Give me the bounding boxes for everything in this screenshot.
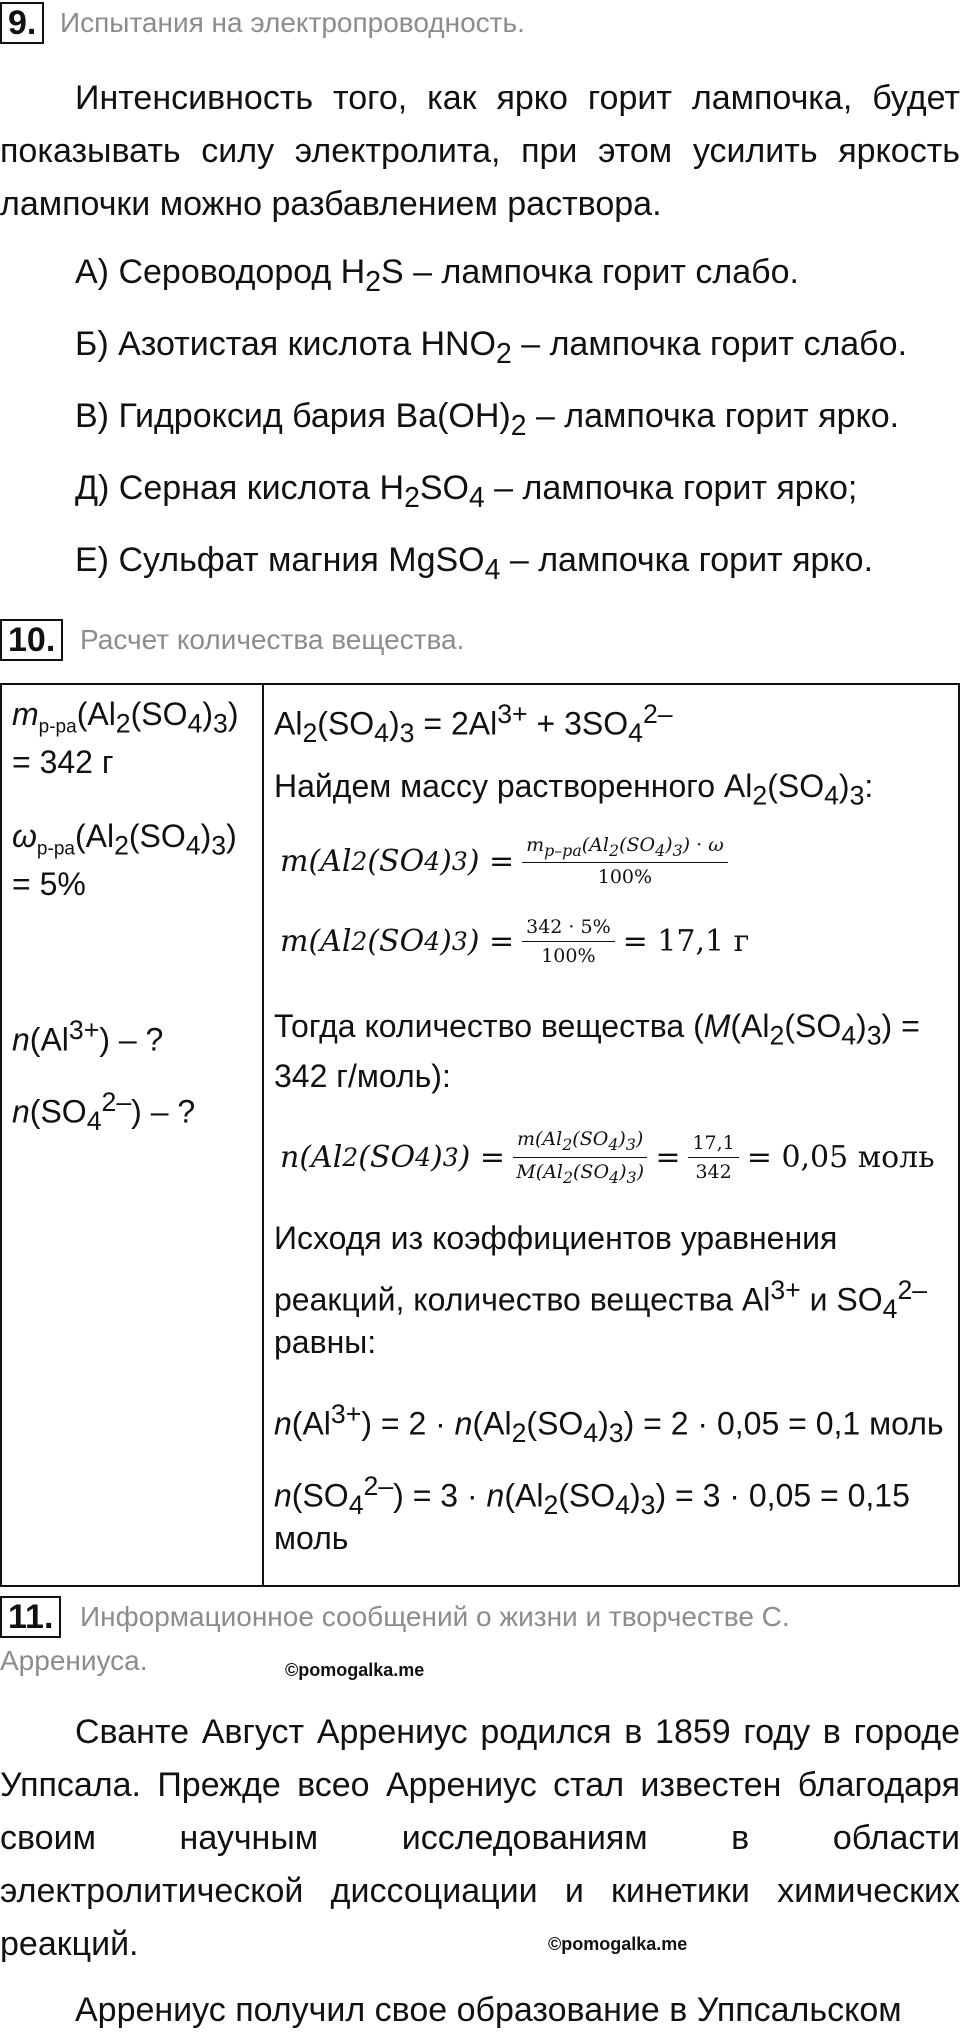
formula-amount: n(Al 2 (SO 4 ) 3 ) = $\frac{m(Al_2(SO_4)_3)}{M(Al_2(SO_4)_3)}$ = $\frac{17,1}{342}$ = 0,05 моль [280, 1127, 935, 1187]
coef-line-3: равны: [274, 1324, 377, 1360]
task11-paragraph-2: Аррениус получил свое образование в Уппсальском [75, 1991, 902, 2029]
task-title-10: Расчет количества вещества. [80, 624, 465, 655]
find-n-al: $n(Al^{3+})$ – ? [12, 1015, 164, 1058]
task9-item-e: Е) Сульфат магния MgSO$_4$ – лампочка горит ярко. [75, 541, 874, 586]
task-title-9: Испытания на электропроводность. [60, 7, 525, 38]
reaction-equation: $Al_2(SO_4)_3 = 2Al^{3+} + 3SO_4^{2-}$ [274, 699, 673, 749]
n-so4-result: $n(SO_4^{2-}) = 3 \cdot n(Al_2(SO_4)_3) = 3 \cdot 0,05 = 0,15$ [274, 1471, 910, 1521]
given-mass: $m_{р-ра}(Al_2(SO_4)_3)$ [12, 696, 239, 739]
find-mass-text: Найдем массу растворенного $Al_2(SO_4)_3$: [274, 768, 874, 811]
n-so4-unit: моль [274, 1520, 349, 1556]
given-omega-value: = 5% [12, 866, 86, 902]
given-omega: $\omega_{р-ра}(Al_2(SO_4)_3)$ [12, 818, 237, 861]
molar-mass-value: 342 г/моль): [274, 1058, 451, 1094]
task9-intro: Интенсивность того, как ярко горит лампочка, будет показывать силу электролита, при этом усилить яркость лампочки можно разбавлением раствора. [0, 79, 960, 223]
task-title-11-line2: Аррениуса. [0, 1645, 148, 1676]
table-divider [262, 683, 264, 1587]
given-mass-value: = 342 г [12, 744, 114, 780]
task11-paragraph-1: Сванте Август Аррениус родился в 1859 году в городе Уппсала. Прежде всео Аррениус стал известен благодаря своим научным исследованиям в области электролитической диссоциации и кинетики химических реакций. [0, 1713, 960, 1963]
formula-mass-calc: m(Al 2 (SO 4 ) 3 ) = $\frac{342 \cdot 5\%}{100\%}$ = 17,1 г [280, 915, 750, 967]
task9-item-c: В) Гидроксид бария $Ba(OH)_2$ – лампочка горит ярко. [75, 397, 900, 442]
coef-line-1: Исходя из коэффициентов уравнения [274, 1220, 838, 1256]
task-title-11-line1: Информационное сообщений о жизни и творчестве С. [80, 1601, 790, 1632]
watermark-1: ©pomogalka.me [285, 1660, 425, 1680]
task-number-10: 10. [0, 619, 63, 661]
n-al-result: $n(Al^{3+}) = 2 \cdot n(Al_2(SO_4)_3) = 2 \cdot 0,05 = 0,1$ моль [274, 1399, 944, 1449]
task9-item-a: А) Сероводород $H_2S$ – лампочка горит слабо. [75, 253, 799, 298]
task-number-9: 9. [0, 2, 44, 44]
watermark-2: ©pomogalka.me [548, 1934, 688, 1954]
task9-item-d: Д) Серная кислота $H_2SO_4$ – лампочка горит ярко; [75, 469, 858, 514]
task9-item-b: Б) Азотистая кислота $HNO_2$ – лампочка горит слабо. [75, 325, 908, 370]
then-amount-text: Тогда количество вещества ($M(Al_2(SO_4)_3)$ = [274, 1008, 920, 1051]
formula-mass-general: m(Al 2 (SO 4 ) 3 ) = $\frac{m_{р-ра}(Al_2(SO_4)_3) \cdot \omega}{100\%}$ [280, 830, 736, 892]
find-n-so4: $n(SO_4^{2-})$ – ? [12, 1087, 196, 1137]
task-number-11: 11. [0, 1596, 61, 1638]
coef-line-2: реакций, количество вещества $Al^{3+}$ и $SO_4^{2-}$ [274, 1275, 928, 1325]
